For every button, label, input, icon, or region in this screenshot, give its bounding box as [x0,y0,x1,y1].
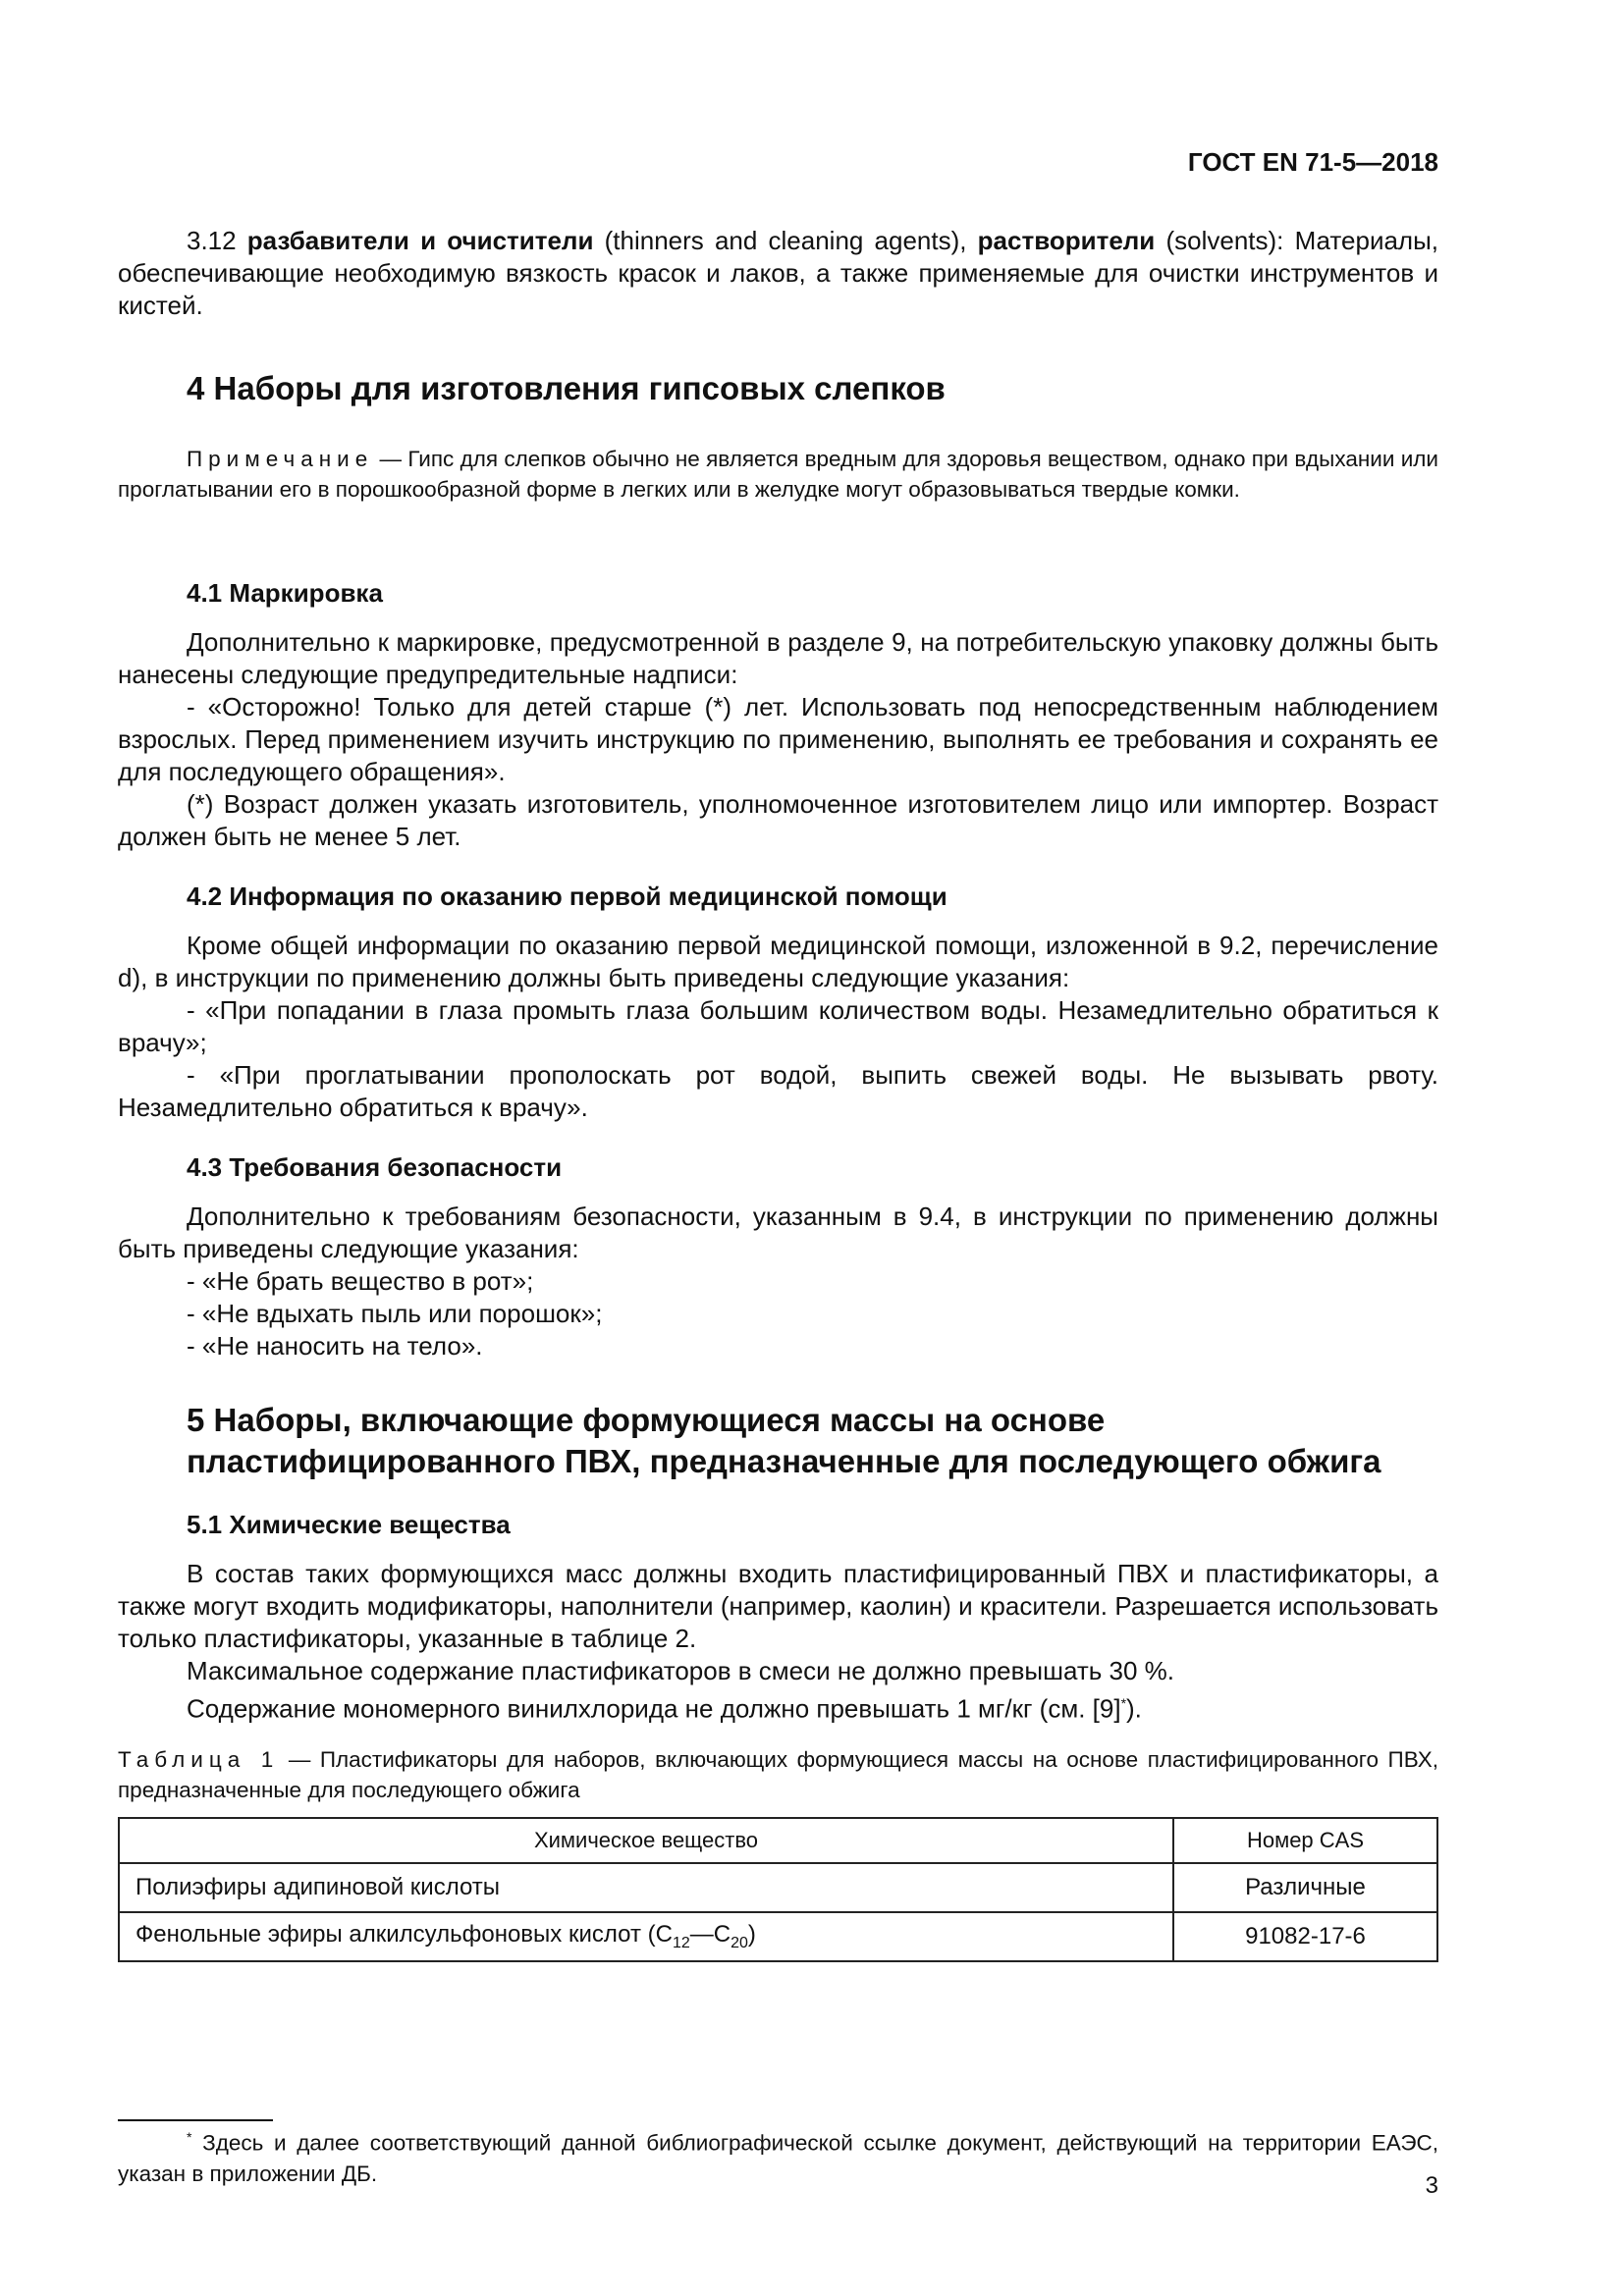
plasticizers-table [118,1817,1438,1962]
footnote-mark: * [187,2129,192,2145]
paragraph-end: ). [1126,1693,1142,1724]
section-5-1-title: 5.1 Химические вещества [187,1510,511,1539]
section-4-2-title: 4.2 Информация по оказанию первой медицинской помощи [187,881,947,911]
substance-end: ) [747,1921,756,1949]
footnote [118,2122,1438,2189]
section-4-1-warning-item: - «Осторожно! Только для детей старше (*) лет. Использовать под непосредственным наблюдением взрослых. Перед применением изучить инструкцию по применению, выполнять ее требования и сохранять ее для последующего обращения». [118,692,1438,786]
section-4-2-paragraph-1: Кроме общей информации по оказанию первой медицинской помощи, изложенной в 9.2, перечисление d), в инструкции по применению должны быть приведены следующие указания: [118,931,1438,992]
term-english: (thinners and cleaning agents), [593,226,978,255]
section-5-title-line-1: 5 Наборы, включающие формующиеся массы на основе [187,1402,1106,1438]
paragraph-text: Содержание мономерного винилхлорида не должно превышать 1 мг/кг (см. [9] [187,1693,1121,1724]
table-cell-substance: Полиэфиры адипиновой кислоты [119,1863,1173,1912]
section-4-3-item-1: - «Не брать вещество в рот»; [187,1266,534,1296]
section-4-3-paragraph-1: Дополнительно к требованиям безопасности, указанным в 9.4, в инструкции по применению должны быть приведены следующие указания: [118,1201,1438,1263]
subscript: 20 [731,1934,748,1951]
section-4-2-item-2: - «При проглатывании прополоскать рот водой, выпить свежей воды. Не вызывать рвоту. Незамедлительно обратиться к врачу». [118,1060,1438,1122]
table-caption-label: Таблица 1 [118,1747,280,1772]
table-caption [118,1744,1438,1805]
table-caption-text: — Пластификаторы для наборов, включающих формующиеся массы на основе пластифицированного ПВХ, предназначенные для последующего обжига [118,1747,1438,1802]
term-thinners: разбавители и очистители [246,226,594,255]
section-4-3-item-2: - «Не вдыхать пыль или порошок»; [187,1299,603,1328]
table-header-substance: Химическое вещество [119,1818,1173,1863]
definition-3-12 [118,225,1438,322]
section-5-title-line-2: пластифицированного ПВХ, предназначенные для последующего обжига [187,1443,1381,1479]
note-label: Примечание [187,447,374,471]
section-4-title: 4 Наборы для изготовления гипсовых слепков [187,370,946,406]
table-header-row [119,1818,1437,1863]
table-cell-cas: Различные [1173,1863,1437,1912]
footnote-text: Здесь и далее соответствующий данной библиографической ссылке документ, действующий на территории ЕАЭС, указан в приложении ДБ. [118,2130,1438,2186]
definition-text: (solvents): Материалы, обеспечивающие необходимую вязкость красок и лаков, а также применяемые для очистки инструментов и кистей. [118,226,1439,320]
section-4-1-paragraph-1: Дополнительно к маркировке, предусмотренной в разделе 9, на потребительскую упаковку должны быть нанесены следующие предупредительные надписи: [118,627,1438,689]
table-header-cas: Номер CAS [1173,1818,1437,1863]
section-4-3-title: 4.3 Требования безопасности [187,1152,563,1182]
subscript: 12 [672,1934,690,1951]
substance-dash: —C [689,1921,731,1949]
document-code: ГОСТ EN 71-5—2018 [1187,147,1438,177]
clause-number: 3.12 [187,226,247,255]
table-cell-substance [119,1912,1173,1961]
section-4-2-item-1: - «При попадании в глаза промыть глаза большим количеством воды. Незамедлительно обратиться к врачу»; [118,995,1438,1057]
substance-name: Фенольные эфиры алкилсульфоновых кислот (C [135,1921,673,1949]
note-text: — Гипс для слепков обычно не является вредным для здоровья веществом, однако при вдыхании или проглатывании его в порошкообразной форме в легких или в желудке могут образовываться твердые комки. [118,447,1438,502]
section-5-1-paragraph-1: В состав таких формующихся масс должны входить пластифицированный ПВХ и пластификаторы, а также могут входить модификаторы, наполнители (например, каолин) и красители. Разрешается использовать только пластификаторы, указанные в таблице 2. [118,1559,1438,1653]
table-cell-cas: 91082-17-6 [1173,1912,1437,1961]
page-number: 3 [1425,2172,1438,2199]
term-solvents: растворители [977,226,1156,255]
section-5-1-paragraph-3 [118,1687,1142,1726]
section-4-1-paragraph-2: (*) Возраст должен указать изготовитель, уполномоченное изготовителем лицо или импортер. Возраст должен быть не менее 5 лет. [118,789,1438,851]
section-4-3-item-3: - «Не наносить на тело». [187,1331,483,1361]
footnote-reference[interactable]: * [1120,1695,1127,1711]
table-row [119,1863,1437,1912]
section-4-1-title: 4.1 Маркировка [187,578,383,608]
footnote-divider [118,2119,273,2121]
document-page [118,0,1438,2296]
section-5-1-paragraph-2: Максимальное содержание пластификаторов в смеси не должно превышать 30 %. [187,1656,1175,1685]
note-section-4 [118,444,1438,505]
table-row [119,1912,1437,1961]
